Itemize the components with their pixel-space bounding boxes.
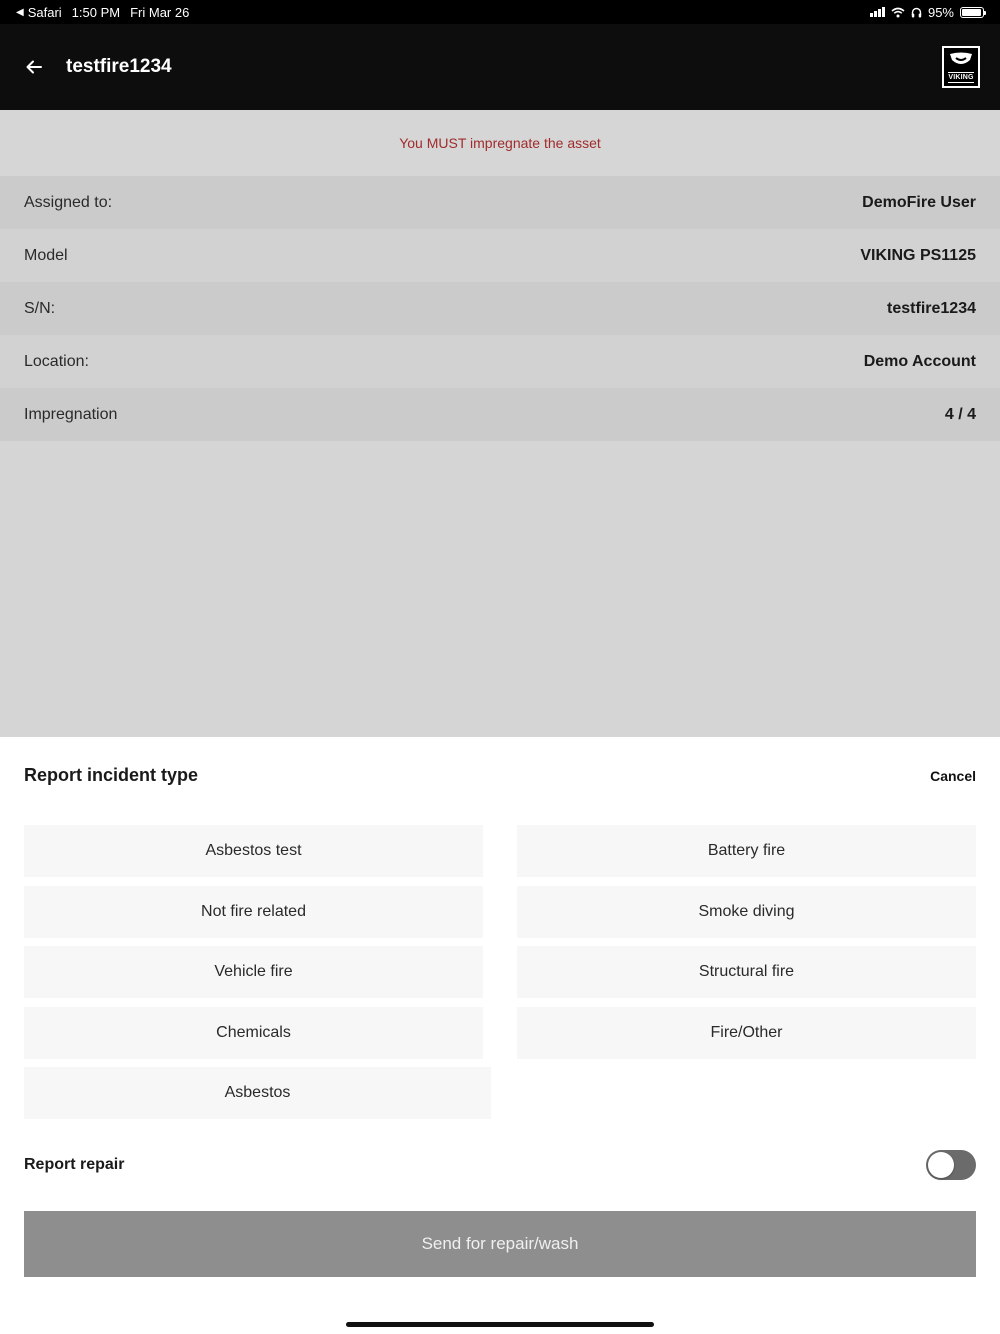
info-row-assigned [0,176,1000,229]
report-repair-toggle[interactable] [926,1150,976,1180]
info-label: Assigned to: [24,193,113,211]
logo-text: VIKING [948,73,974,81]
option-fire-other[interactable]: Fire/Other [517,1007,976,1059]
home-indicator[interactable] [346,1322,654,1327]
info-label: Model [24,246,68,264]
option-asbestos-test[interactable]: Asbestos test [24,825,483,877]
viking-shield-icon [948,52,974,70]
info-label: Location: [24,352,89,370]
back-app-label[interactable]: Safari [27,4,62,20]
status-time: 1:50 PM [71,4,121,20]
info-label: Impregnation [24,405,118,423]
signal-icon [870,7,885,17]
info-label: S/N: [24,299,56,317]
option-smoke-diving[interactable]: Smoke diving [517,886,976,938]
option-battery-fire[interactable]: Battery fire [517,825,976,877]
back-to-app-icon[interactable]: ◀ [16,6,24,18]
report-repair-label: Report repair [24,1156,125,1173]
report-repair-row [24,1147,976,1183]
toggle-knob [928,1152,954,1178]
info-value: testfire1234 [887,299,976,317]
impregnation-warning: You MUST impregnate the asset [0,110,1000,176]
wifi-icon [891,7,905,18]
info-value: Demo Account [863,352,976,370]
option-not-fire-related[interactable]: Not fire related [24,886,483,938]
info-row-impregnation [0,388,1000,441]
send-for-repair-button[interactable]: Send for repair/wash [24,1211,976,1277]
app-header [0,24,1000,110]
status-date: Fri Mar 26 [130,4,190,20]
info-row-model [0,229,1000,282]
info-row-location [0,335,1000,388]
cancel-button[interactable]: Cancel [930,767,976,784]
battery-percent: 95% [927,4,954,20]
info-value: 4 / 4 [944,405,976,423]
headphones-icon [911,7,922,18]
sheet-title: Report incident type [24,765,199,785]
asset-details-backdrop[interactable] [0,110,1000,737]
info-value: VIKING PS1125 [860,246,976,264]
option-structural-fire[interactable]: Structural fire [517,946,976,998]
status-bar [0,0,1000,24]
page-title: testfire1234 [66,56,172,77]
back-button[interactable] [20,53,48,81]
option-vehicle-fire[interactable]: Vehicle fire [24,946,483,998]
incident-type-sheet [0,737,1000,1334]
info-value: DemoFire User [862,193,976,211]
option-asbestos[interactable]: Asbestos [24,1067,491,1119]
arrow-left-icon [26,60,42,74]
option-chemicals[interactable]: Chemicals [24,1007,483,1059]
battery-icon [960,7,984,18]
info-row-serial [0,282,1000,335]
viking-logo [942,46,980,88]
